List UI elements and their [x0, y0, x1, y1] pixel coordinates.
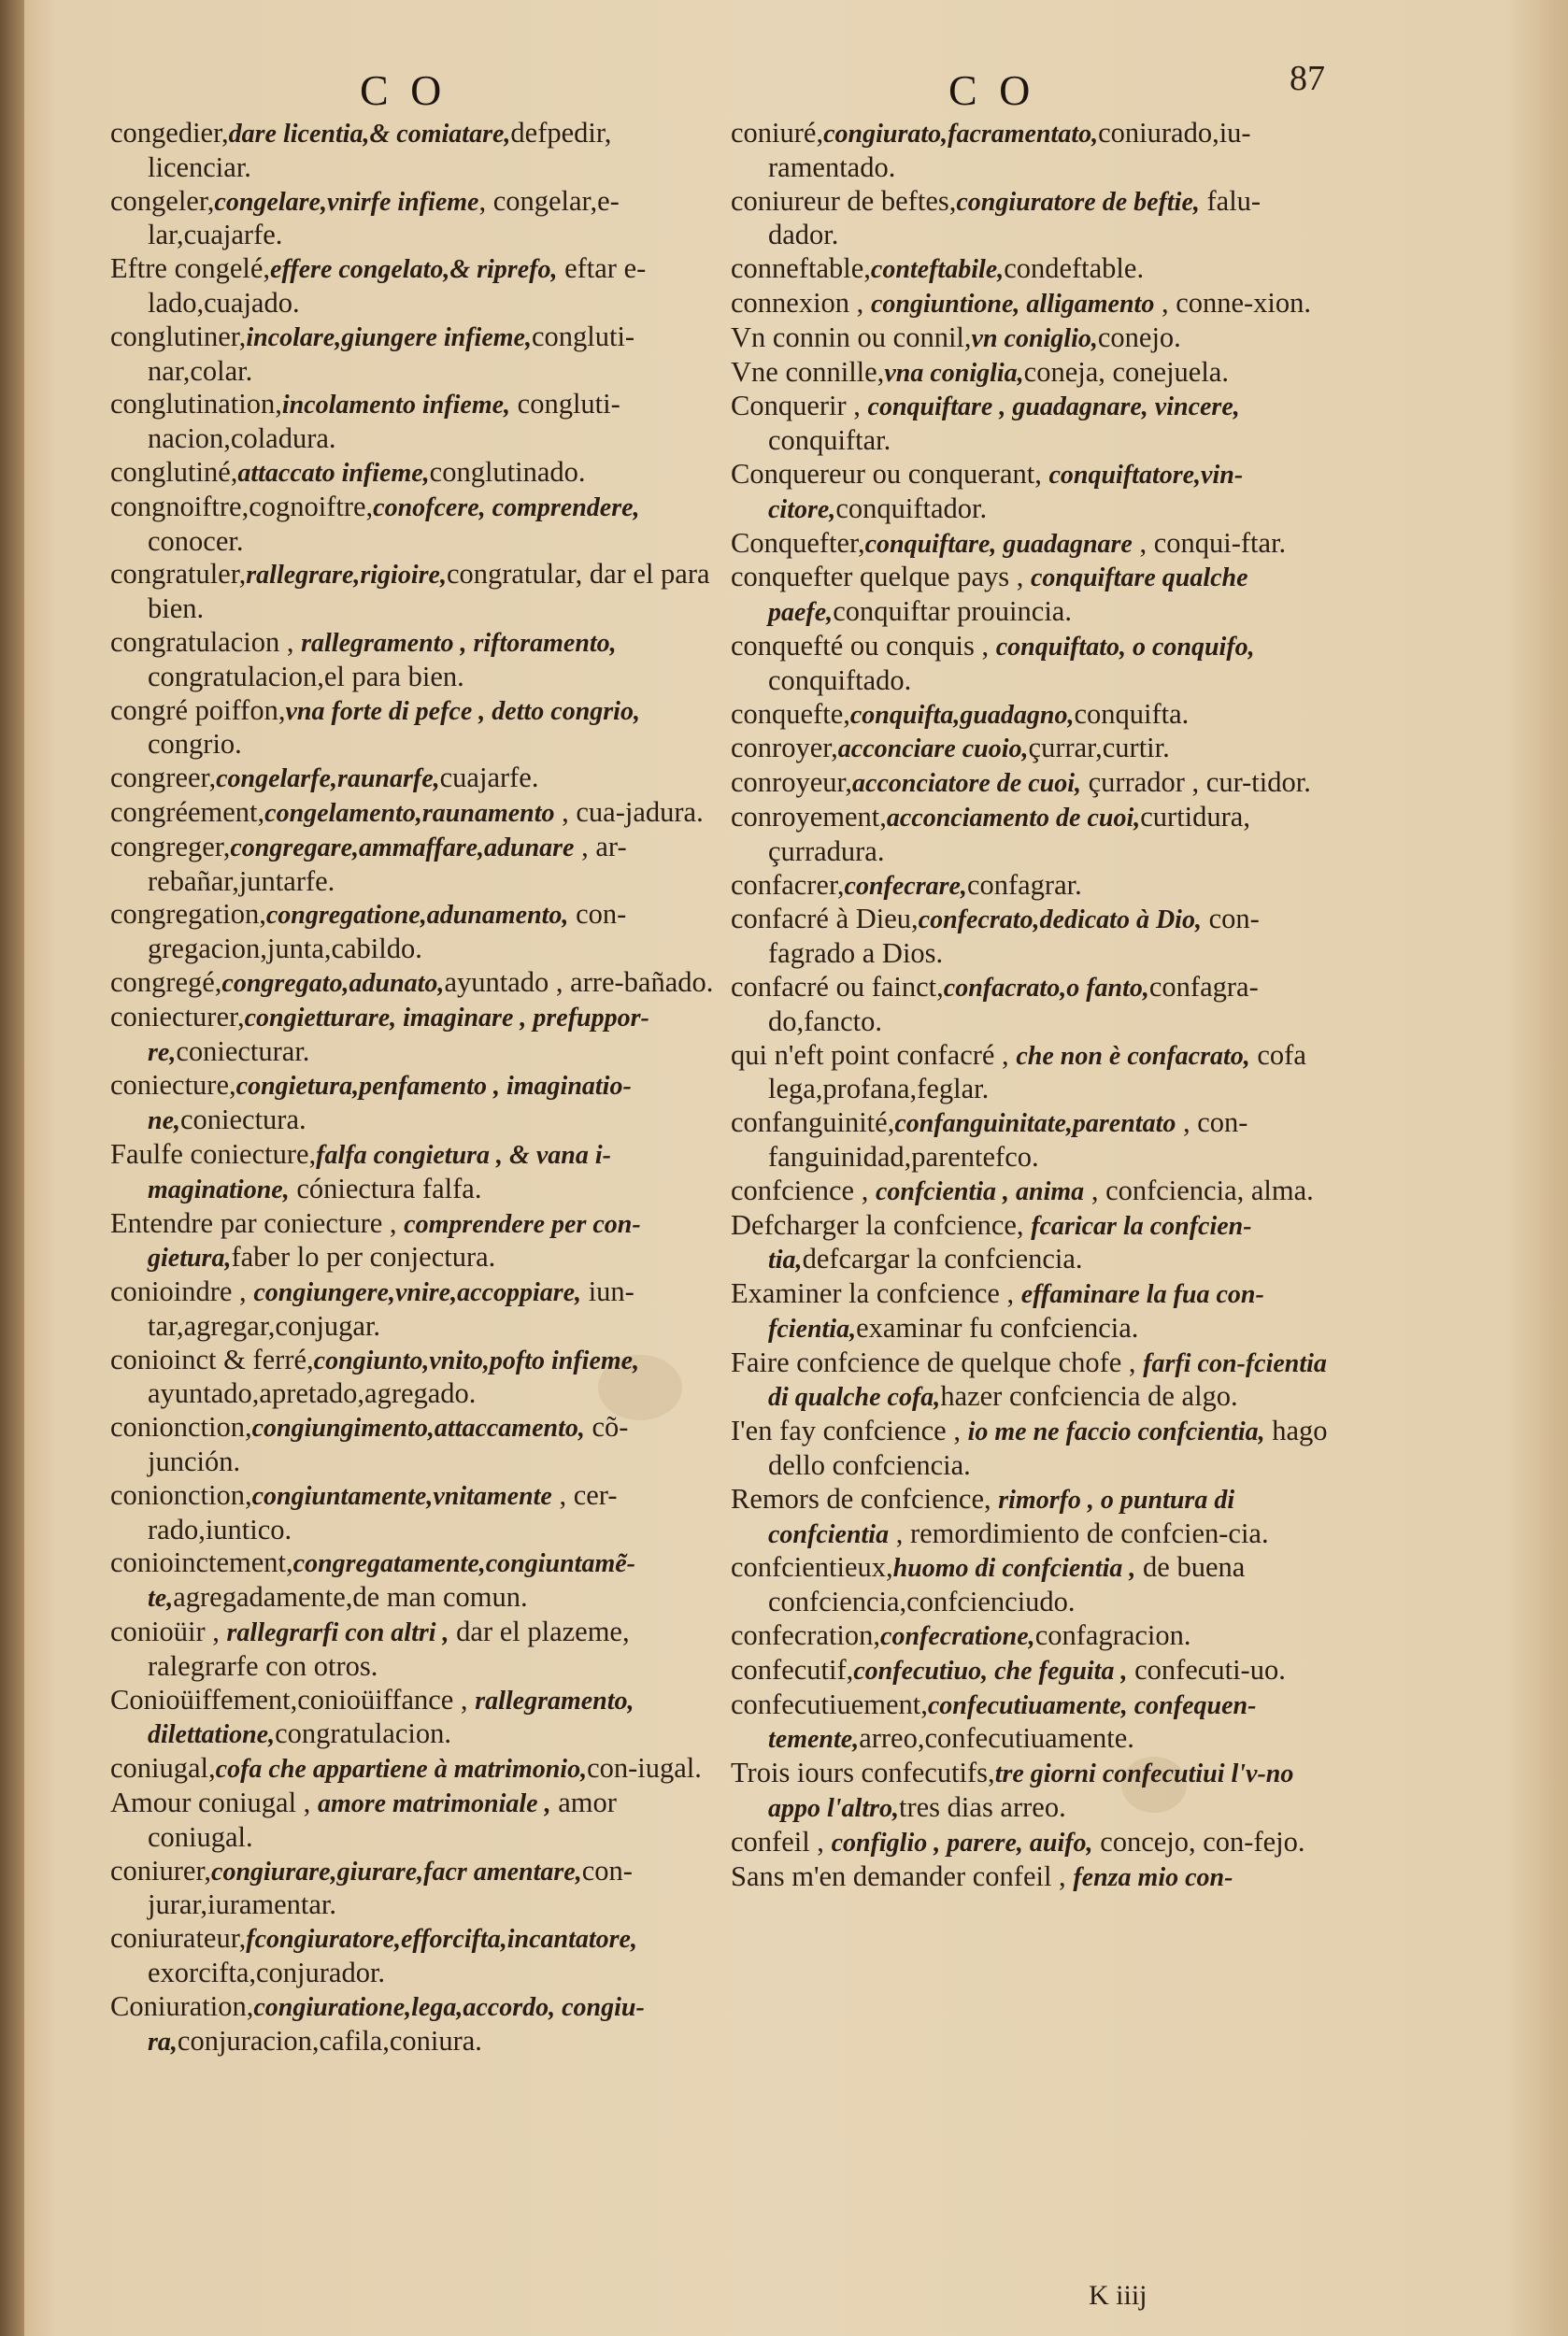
italian-gloss: attaccato infieme, — [237, 458, 430, 488]
italian-gloss: rallegramento, dilettatione, — [148, 1686, 634, 1750]
dictionary-entry — [110, 320, 718, 389]
italian-gloss: rallegrarfi con altri , — [226, 1618, 449, 1648]
headword: coniuré, — [731, 117, 824, 149]
spanish-gloss: coniectura. — [180, 1104, 306, 1136]
headword: conionction, — [110, 1478, 252, 1511]
dictionary-entry — [731, 252, 1329, 287]
italian-gloss: farfi con-fcientia di qualche cofa, — [768, 1348, 1327, 1413]
page-number: 87 — [1290, 59, 1325, 98]
italian-gloss: acconciare cuoio, — [837, 734, 1029, 764]
italian-gloss: congiurato,facramentato, — [823, 120, 1099, 149]
signature-mark: K iiij — [1089, 2280, 1147, 2311]
headword: Eftre congelé, — [110, 252, 271, 285]
dictionary-entry — [110, 966, 718, 1001]
dictionary-entry — [731, 1277, 1329, 1346]
spanish-gloss: congratulacion. — [275, 1717, 451, 1750]
spanish-gloss: ayuntado,apretado,agregado. — [148, 1377, 477, 1410]
dictionary-entry — [731, 458, 1329, 527]
dictionary-entry — [731, 630, 1329, 698]
spanish-gloss: conquiftar. — [768, 424, 891, 457]
headword: coniurer, — [110, 1854, 212, 1887]
headword: connexion , — [731, 286, 871, 319]
spanish-gloss: con-gregacion,junta,cabildo. — [148, 898, 627, 965]
italian-gloss: confacrato,o fanto, — [943, 973, 1149, 1003]
italian-gloss: congelamento,raunamento — [264, 798, 555, 828]
spanish-gloss: confagra-do,fancto. — [768, 970, 1259, 1037]
italian-gloss: confanguinitate,parentato — [894, 1109, 1176, 1139]
headword: conglutiné, — [110, 455, 238, 488]
headword: confacrer, — [731, 868, 845, 901]
headword: conroyer, — [731, 732, 838, 764]
headword: Faulfe coniecture, — [110, 1137, 317, 1170]
right-column — [731, 117, 1329, 1894]
headword: Coniuration, — [110, 1989, 254, 2022]
italian-gloss: conquiftare, guadagnare — [864, 529, 1133, 559]
spanish-gloss: con-fagrado a Dios. — [768, 903, 1260, 970]
italian-gloss: rallegrare,rigioire, — [246, 561, 447, 591]
headword: Vn connin ou connil, — [731, 320, 972, 353]
headword: congreger, — [110, 830, 231, 862]
italian-gloss: congregare,ammaffare,adunare — [230, 833, 575, 862]
spanish-gloss: conglutinado. — [429, 455, 586, 488]
italian-gloss: confecrare, — [844, 871, 967, 901]
spanish-gloss: çurrar,curtir. — [1028, 732, 1170, 764]
dictionary-entry — [731, 903, 1329, 971]
italian-gloss: congietura,penfamento , imaginatio-ne, — [148, 1072, 632, 1136]
headword: conroyeur, — [731, 766, 853, 799]
headword: conneftable, — [731, 252, 871, 285]
dictionary-entry — [731, 1826, 1329, 1860]
headword: conionction, — [110, 1411, 252, 1444]
italian-gloss: congiurare,giurare,facr amentare, — [211, 1857, 582, 1887]
headword: Faire confcience de quelque chofe , — [731, 1346, 1144, 1378]
dictionary-entry — [731, 869, 1329, 904]
headword: congreer, — [110, 762, 217, 794]
italian-gloss: confcientia , anima — [875, 1176, 1085, 1206]
spanish-gloss: conjuracion,cafila,coniura. — [177, 2024, 482, 2057]
dictionary-entry — [110, 1787, 718, 1855]
italian-gloss: congelarfe,raunarfe, — [216, 764, 440, 794]
headword: Trois iours confecutifs, — [731, 1757, 995, 1789]
dictionary-entry — [110, 1001, 718, 1070]
headword: Entendre par coniecture , — [110, 1206, 405, 1239]
headword: conquefté ou conquis , — [731, 629, 996, 662]
spanish-gloss: conejo. — [1097, 320, 1181, 353]
spanish-gloss: confagrar. — [966, 868, 1082, 901]
dictionary-entry — [731, 287, 1329, 321]
spanish-gloss: amor coniugal. — [148, 1787, 617, 1853]
headword: Amour coniugal , — [110, 1787, 318, 1819]
dictionary-entry — [110, 558, 718, 626]
dictionary-entry — [731, 1346, 1329, 1416]
dictionary-entry — [110, 1922, 718, 1990]
dictionary-entry — [731, 1175, 1329, 1209]
dictionary-entry — [731, 971, 1329, 1039]
italian-gloss: amore matrimoniale , — [317, 1789, 551, 1819]
spanish-gloss: agregadamente,de man comun. — [173, 1581, 528, 1614]
dictionary-entry — [731, 356, 1329, 391]
headword: coniecturer, — [110, 1000, 245, 1033]
dictionary-entry — [110, 456, 718, 491]
headword: confeil , — [731, 1825, 832, 1858]
headword: Vne connille, — [731, 355, 885, 388]
dictionary-entry — [731, 732, 1329, 766]
spanish-gloss: çurrador , cur-tidor. — [1081, 766, 1311, 799]
headword: qui n'eft point confacré , — [731, 1038, 1017, 1071]
italian-gloss: huomo di confcientia , — [892, 1554, 1136, 1584]
italian-gloss: effaminare la fua con-fcientia, — [768, 1280, 1264, 1344]
spanish-gloss: con-iugal. — [587, 1752, 702, 1785]
italian-gloss: congiuntione, alligamento — [870, 289, 1155, 319]
dictionary-entry — [731, 390, 1329, 458]
italian-gloss: conquifta,guadagno, — [849, 700, 1075, 730]
dictionary-entry — [731, 1757, 1329, 1826]
headword: conioinct & ferré, — [110, 1343, 314, 1375]
spanish-gloss: exorcifta,conjurador. — [148, 1957, 386, 1989]
spanish-gloss: , cua-jadura. — [554, 795, 704, 828]
italian-gloss: congregato,adunato, — [221, 968, 445, 998]
italian-gloss: congiuratione,lega,accordo, congiu-ra, — [148, 1992, 645, 2057]
dictionary-entry — [731, 527, 1329, 562]
headword: confecration, — [731, 1619, 881, 1652]
spanish-gloss: conquiftado. — [768, 663, 912, 696]
italian-gloss: congelare,vnirfe infieme — [214, 187, 479, 217]
italian-gloss: confecutiuamente, confequen-temente, — [768, 1690, 1257, 1755]
dictionary-entry — [731, 1551, 1329, 1619]
headword: Sans m'en demander confeil , — [731, 1859, 1074, 1892]
headword: coniurateur, — [110, 1922, 247, 1955]
spanish-gloss: arreo,confecutiuamente. — [859, 1722, 1134, 1755]
headword: coniureur de beftes, — [731, 184, 957, 217]
headword: I'en fay confcience , — [731, 1415, 968, 1447]
dictionary-entry — [731, 1039, 1329, 1107]
headword: coniugal, — [110, 1752, 216, 1785]
spanish-gloss: hazer confciencia de algo. — [940, 1380, 1238, 1413]
spanish-gloss: coniecturar. — [176, 1034, 310, 1067]
headword: conquefter quelque pays , — [731, 561, 1031, 593]
dictionary-entry — [110, 898, 718, 966]
italian-gloss: io me ne faccio confcientia, — [967, 1417, 1265, 1447]
spanish-gloss: , conne-xion. — [1154, 286, 1312, 319]
spanish-gloss: defpedir, licenciar. — [148, 117, 612, 183]
italian-gloss: conquiftare , guadagnare, vincere, — [867, 392, 1240, 422]
headword: confcience , — [731, 1174, 876, 1206]
headword: Defcharger la confcience, — [731, 1208, 1032, 1241]
headword: confacré à Dieu, — [731, 903, 919, 935]
spanish-gloss: ayuntado , arre-bañado. — [444, 965, 714, 998]
dictionary-entry — [731, 561, 1329, 630]
italian-gloss: vna coniglia, — [884, 358, 1024, 388]
spanish-gloss: congluti-nacion,coladura. — [148, 388, 620, 455]
italian-gloss: confecrato,dedicato à Dio, — [918, 905, 1202, 935]
dictionary-entry — [731, 766, 1329, 801]
page-gutter — [0, 0, 24, 2336]
dictionary-entry — [110, 831, 718, 899]
headword: conioindre , — [110, 1275, 254, 1308]
italian-gloss: congiuntamente,vnitamente — [251, 1481, 552, 1511]
spanish-gloss: confecuti-uo. — [1127, 1653, 1286, 1686]
dictionary-entry — [110, 388, 718, 456]
italian-gloss: effere congelato,& riprefo, — [270, 255, 558, 285]
dictionary-entry — [731, 801, 1329, 869]
spanish-gloss: tres dias arreo. — [899, 1791, 1066, 1824]
dictionary-entry — [731, 1688, 1329, 1758]
headword: confacré ou fainct, — [731, 970, 944, 1003]
dictionary-entry — [731, 1619, 1329, 1654]
spanish-gloss: iun-tar,agregar,conjugar. — [148, 1275, 634, 1342]
dictionary-entry — [110, 1479, 718, 1547]
headword: conglutiner, — [110, 320, 247, 352]
spanish-gloss: congrio. — [148, 728, 242, 761]
dictionary-entry — [731, 321, 1329, 356]
dictionary-entry — [110, 1344, 718, 1412]
headword: conioinctement, — [110, 1546, 293, 1579]
italian-gloss: vn coniglio, — [971, 323, 1098, 353]
headword: congréement, — [110, 795, 265, 828]
spanish-gloss: cõ-junción. — [148, 1411, 629, 1478]
headword: congratulacion , — [110, 625, 302, 658]
spanish-gloss: curtidura, çurradura. — [768, 800, 1250, 867]
italian-gloss: congregatione,adunamento, — [265, 901, 569, 931]
dictionary-entry — [110, 1138, 718, 1207]
dictionary-entry — [110, 185, 718, 253]
italian-gloss: che non è confacrato, — [1016, 1041, 1250, 1071]
spanish-gloss: condeftable. — [1004, 252, 1145, 285]
dictionary-entry — [110, 626, 718, 694]
italian-gloss: congiuratore de beftie, — [956, 187, 1200, 217]
dictionary-entry — [110, 1069, 718, 1138]
headword: Remors de confcience, — [731, 1482, 999, 1515]
dictionary-entry — [731, 1415, 1329, 1483]
dictionary-entry — [110, 796, 718, 831]
italian-gloss: falfa congietura , & vana i-maginatione, — [148, 1140, 611, 1204]
italian-gloss: configlio , parere, auifo, — [831, 1828, 1093, 1858]
dictionary-entry — [731, 1860, 1329, 1895]
headword: congedier, — [110, 117, 229, 149]
dictionary-entry — [110, 1752, 718, 1787]
spanish-gloss: concejo, con-fejo. — [1092, 1825, 1305, 1858]
headword: congré poiffon, — [110, 693, 286, 726]
italian-gloss: confecutiuo, che feguita , — [853, 1656, 1128, 1686]
headword: conroyement, — [731, 800, 887, 833]
italian-gloss: congietturare, imaginare , prefuppor-re, — [148, 1003, 649, 1067]
italian-gloss: tre giorni confecutiui l'v-no appo l'altro, — [768, 1759, 1294, 1824]
headword: congeler, — [110, 184, 215, 217]
running-head-left: C O — [360, 66, 448, 114]
spanish-gloss: cofa lega,profana,feglar. — [768, 1038, 1306, 1105]
italian-gloss: confecratione, — [880, 1622, 1035, 1652]
italian-gloss: dare licentia,& comiatare, — [228, 120, 511, 149]
spanish-gloss: de buena confciencia,confcienciudo. — [768, 1551, 1246, 1618]
headword: coniecture, — [110, 1069, 236, 1102]
italian-gloss: cofa che appartiene à matrimonio, — [215, 1755, 588, 1785]
italian-gloss: comprendere per con-gietura, — [148, 1209, 641, 1274]
headword: Conquerir , — [731, 390, 868, 422]
spanish-gloss: , congelar,e-lar,cuajarfe. — [148, 184, 620, 251]
spanish-gloss: eftar e-lado,cuajado. — [148, 252, 647, 319]
dictionary-entry — [110, 117, 718, 185]
headword: confecutif, — [731, 1653, 854, 1686]
dictionary-entry — [731, 1209, 1329, 1278]
spanish-gloss: falu-dador. — [768, 184, 1262, 251]
spanish-gloss: congratulacion,el para bien. — [148, 660, 464, 692]
running-head-right: C O — [948, 66, 1036, 114]
dictionary-entry — [110, 1275, 718, 1344]
italian-gloss: fcaricar la confcien-tia, — [768, 1211, 1252, 1275]
italian-gloss: fenza mio con- — [1073, 1862, 1233, 1892]
spanish-gloss: congratular, dar el para bien. — [148, 558, 710, 625]
dictionary-entry — [110, 762, 718, 796]
dictionary-entry — [110, 1855, 718, 1923]
italian-gloss: fcongiuratore,efforcifta,incantatore, — [246, 1925, 637, 1955]
italian-gloss: rimorfo , o puntura di confcientia — [768, 1485, 1235, 1549]
spanish-gloss: congluti-nar,colar. — [148, 320, 635, 387]
dictionary-entry — [731, 185, 1329, 253]
dictionary-entry — [110, 1207, 718, 1276]
headword: confanguinité, — [731, 1106, 895, 1139]
spanish-gloss: faber lo per conjectura. — [231, 1241, 496, 1274]
headword: confcientieux, — [731, 1551, 893, 1584]
italian-gloss: acconciatore de cuoi, — [852, 769, 1081, 799]
dictionary-entry — [110, 1546, 718, 1616]
spanish-gloss: conquifta. — [1074, 697, 1190, 730]
dictionary-entry — [110, 1411, 718, 1479]
headword: Conquereur ou conquerant, — [731, 457, 1049, 490]
dictionary-entry — [731, 1483, 1329, 1552]
italian-gloss: congregatamente,congiuntamẽ-te, — [148, 1549, 635, 1614]
headword: Conquefter, — [731, 526, 865, 559]
italian-gloss: acconciamento de cuoi, — [886, 803, 1141, 833]
spanish-gloss: , remordimiento de confcien-cia. — [889, 1517, 1269, 1549]
spanish-gloss: cóniectura falfa. — [289, 1172, 482, 1204]
headword: conquefte, — [731, 697, 850, 730]
spanish-gloss: , cer-rado,iuntico. — [148, 1478, 618, 1545]
spanish-gloss: confagracion. — [1034, 1619, 1191, 1652]
dictionary-entry — [110, 694, 718, 762]
dictionary-entry — [731, 1106, 1329, 1175]
headword: conioüir , — [110, 1616, 227, 1648]
spanish-gloss: , ar-rebañar,juntarfe. — [148, 830, 627, 897]
italian-gloss: conquiftatore,vin-citore, — [768, 460, 1244, 524]
headword: congnoiftre,cognoiftre, — [110, 490, 374, 522]
spanish-gloss: , con-fanguinidad,parentefco. — [768, 1106, 1248, 1173]
italian-gloss: conquiftato, o conquifo, — [995, 632, 1255, 662]
italian-gloss: incolare,giungere infieme, — [246, 322, 532, 352]
italian-gloss: vna forte di pefce , detto congrio, — [285, 696, 640, 726]
spanish-gloss: examinar fu confciencia. — [856, 1311, 1139, 1344]
dictionary-entry — [110, 491, 718, 559]
italian-gloss: conteftabile, — [870, 255, 1005, 285]
spanish-gloss: conquiftador. — [835, 491, 988, 524]
italian-gloss: rallegramento , riftoramento, — [301, 628, 617, 658]
dictionary-entry — [110, 1684, 718, 1753]
dictionary-entry — [731, 698, 1329, 733]
left-column — [110, 117, 718, 2058]
spanish-gloss: con-jurar,iuramentar. — [148, 1854, 633, 1921]
headword: Conioüiffement,conioüiffance , — [110, 1683, 476, 1716]
italian-gloss: congiungere,vnire,accoppiare, — [253, 1278, 582, 1308]
headword: congratuler, — [110, 558, 247, 591]
headword: confecutiuement, — [731, 1688, 928, 1720]
spanish-gloss: , conqui-ftar. — [1132, 526, 1287, 559]
spanish-gloss: coniurado,iu-ramentado. — [768, 117, 1251, 183]
italian-gloss: congiungimento,attaccamento, — [251, 1414, 585, 1444]
headword: conglutination, — [110, 388, 282, 420]
dictionary-entry — [110, 1616, 718, 1684]
spanish-gloss: coneja, conejuela. — [1023, 355, 1229, 388]
spanish-gloss: conquiftar prouincia. — [833, 595, 1072, 628]
spanish-gloss: hago dello confciencia. — [768, 1415, 1328, 1482]
italian-gloss: congiunto,vnito,pofto infieme, — [313, 1346, 640, 1375]
dictionary-entry — [110, 252, 718, 320]
spanish-gloss: defcargar la confciencia. — [802, 1243, 1083, 1275]
dictionary-entry — [731, 1654, 1329, 1688]
headword: congregé, — [110, 965, 222, 998]
headword: congregation, — [110, 898, 266, 931]
spanish-gloss: conocer. — [148, 524, 244, 557]
italian-gloss: conofcere, comprendere, — [373, 492, 640, 522]
dictionary-entry — [110, 1990, 718, 2059]
spanish-gloss: , confciencia, alma. — [1084, 1174, 1314, 1206]
spanish-gloss: dar el plazeme, ralegrarfe con otros. — [148, 1616, 630, 1682]
dictionary-entry — [731, 117, 1329, 185]
spanish-gloss: cuajarfe. — [439, 762, 539, 794]
italian-gloss: conquiftare qualche paefe, — [768, 563, 1248, 628]
headword: Examiner la confcience , — [731, 1277, 1021, 1310]
italian-gloss: incolamento infieme, — [281, 391, 511, 420]
